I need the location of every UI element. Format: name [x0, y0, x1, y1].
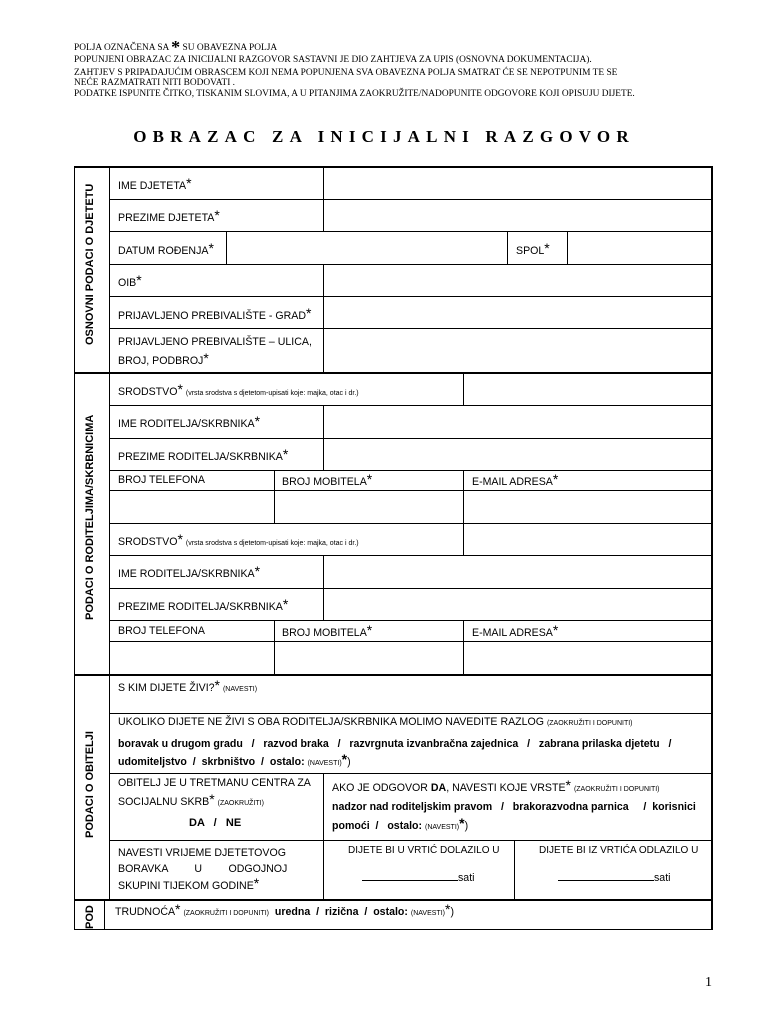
label-parent1-relation: SRODSTVO* (vrsta srodstva s djetetom-upisati koje: majka, otac i dr.): [118, 381, 359, 398]
input-parent1-mobile[interactable]: [276, 492, 462, 522]
input-lives-with[interactable]: [111, 696, 710, 712]
label-sex: SPOL*: [516, 240, 550, 257]
section-label-child: OSNOVNI PODACI O DJETETU: [84, 183, 96, 345]
label-departure-time: DIJETE BI IZ VRTIĆA ODLAZILO U: [539, 845, 699, 856]
label-lives-with: S KIM DIJETE ŽIVI?* (NAVESTI): [118, 677, 258, 694]
input-parent1-name[interactable]: [325, 407, 710, 437]
label-parent1-email: E-MAIL ADRESA*: [472, 471, 559, 488]
label-pregnancy: TRUDNOĆA* (ZAOKRUŽITI I DOPUNITI) uredna / rizična / ostalo: (NAVESTI)*): [115, 901, 454, 918]
label-parent2-name: IME RODITELJA/SKRBNIKA*: [118, 563, 261, 580]
instructions-line-2: POPUNJENI OBRAZAC ZA INICIJALNI RAZGOVOR SASTAVNI JE DIO ZAHTJEVA ZA UPIS (OSNOVNA DOKUMENTACIJA).: [74, 55, 592, 66]
label-child-surname: PREZIME DJETETA*: [118, 207, 220, 224]
label-parent1-surname: PREZIME RODITELJA/SKRBNIKA*: [118, 446, 289, 463]
label-residence-street: PRIJAVLJENO PREBIVALIŠTE – ULICA, BROJ, PODBROJ*: [118, 336, 312, 367]
label-birth-date: DATUM ROĐENJA*: [118, 240, 214, 257]
label-parent1-phone: BROJ TELEFONA: [118, 474, 205, 486]
options-pregnancy[interactable]: uredna / rizična / ostalo: [274, 906, 405, 918]
input-residence-city[interactable]: [325, 298, 710, 327]
input-parent2-mobile[interactable]: [276, 643, 462, 673]
options-care-type-2[interactable]: pomoći / ostalo: (NAVESTI)*): [332, 815, 469, 832]
label-residence-city: PRIJAVLJENO PREBIVALIŠTE - GRAD*: [118, 305, 312, 322]
label-parent2-surname: PREZIME RODITELJA/SKRBNIKA*: [118, 596, 289, 613]
input-departure-time[interactable]: sati: [558, 869, 671, 886]
input-residence-street[interactable]: [325, 330, 710, 371]
input-parent2-phone[interactable]: [111, 643, 273, 673]
form-title: OBRAZAC ZA INICIJALNI RAZGOVOR: [133, 127, 635, 146]
section-label-parents: PODACI O RODITELJIMA/SKRBNICIMA: [84, 414, 96, 620]
label-arrival-time: DIJETE BI U VRTIĆ DOLAZILO U: [348, 845, 500, 856]
label-parent1-mobile: BROJ MOBITELA*: [282, 471, 373, 488]
section-label-pod: POD: [84, 905, 96, 929]
label-child-name: IME DJETETA*: [118, 175, 192, 192]
input-parent2-relation[interactable]: [465, 525, 710, 554]
options-social-care[interactable]: DA / NE: [189, 817, 242, 829]
input-parent1-email[interactable]: [465, 492, 710, 522]
label-oib: OIB*: [118, 272, 142, 289]
page-number: 1: [705, 975, 712, 990]
input-parent2-surname[interactable]: [325, 590, 710, 619]
instructions-header: [74, 37, 694, 101]
label-parent2-email: E-MAIL ADRESA*: [472, 622, 559, 639]
section-label-family: PODACI O OBITELJI: [84, 731, 96, 838]
label-care-type: AKO JE ODGOVOR DA, NAVESTI KOJE VRSTE* (ZAOKRUŽITI I DOPUNITI): [332, 777, 660, 794]
label-parent2-phone: BROJ TELEFONA: [118, 625, 205, 637]
label-social-care: OBITELJ JE U TRETMANU CENTRA ZA SOCIJALNU SKRB* (ZAOKRUŽITI): [118, 777, 311, 808]
options-care-type[interactable]: nadzor nad roditeljskim pravom / brakorazvodna parnica / korisnici: [332, 801, 696, 813]
label-stay-time: NAVESTI VRIJEME DJETETOVOG BORAVKA U ODGOJNOJ SKUPINI TIJEKOM GODINE*: [118, 847, 288, 892]
input-oib[interactable]: [325, 266, 710, 295]
input-parent2-email[interactable]: [465, 643, 710, 673]
input-sex[interactable]: [569, 233, 710, 263]
input-child-surname[interactable]: [325, 201, 710, 230]
input-parent2-name[interactable]: [325, 557, 710, 587]
options-separation-reason-2[interactable]: udomiteljstvo / skrbništvo / ostalo: (NAVESTI)*): [118, 751, 351, 768]
label-parent2-relation: SRODSTVO* (vrsta srodstva s djetetom-upisati koje: majka, otac i dr.): [118, 531, 359, 548]
input-child-name[interactable]: [325, 169, 710, 198]
instructions-line-1: POLJA OZNAČENA SA * SU OBAVEZNA POLJA: [74, 37, 278, 57]
instructions-line-3: ZAHTJEV S PRIPADAJUĆIM OBRASCEM KOJI NEMA POPUNJENA SVA OBAVEZNA POLJA SMATRAT ĆE SE NEPOTPUNIM TE SE: [74, 67, 618, 78]
input-parent1-phone[interactable]: [111, 492, 273, 522]
input-parent1-surname[interactable]: [325, 440, 710, 469]
label-parent1-name: IME RODITELJA/SKRBNIKA*: [118, 413, 261, 430]
label-separation-reason: UKOLIKO DIJETE NE ŽIVI S OBA RODITELJA/SKRBNIKA MOLIMO NAVEDITE RAZLOG (ZAOKRUŽITI I DOPUNITI): [118, 716, 633, 728]
input-arrival-time[interactable]: sati: [362, 869, 475, 886]
label-parent2-mobile: BROJ MOBITELA*: [282, 622, 373, 639]
options-separation-reason[interactable]: boravak u drugom gradu / razvod braka / razvrgnuta izvanbračna zajednica / zabrana prilaska djetetu /: [118, 738, 672, 750]
input-parent1-relation[interactable]: [465, 375, 710, 404]
instructions-line-5: PODATKE ISPUNITE ČITKO, TISKANIM SLOVIMA, A U PITANJIMA ZAOKRUŽITE/NADOPUNITE ODGOVORE KOJI OPISUJU DIJETE.: [74, 89, 635, 100]
instructions-line-4: NEĆE RAZMATRATI NITI BODOVATI .: [74, 78, 236, 89]
input-birth-date[interactable]: [228, 233, 506, 263]
